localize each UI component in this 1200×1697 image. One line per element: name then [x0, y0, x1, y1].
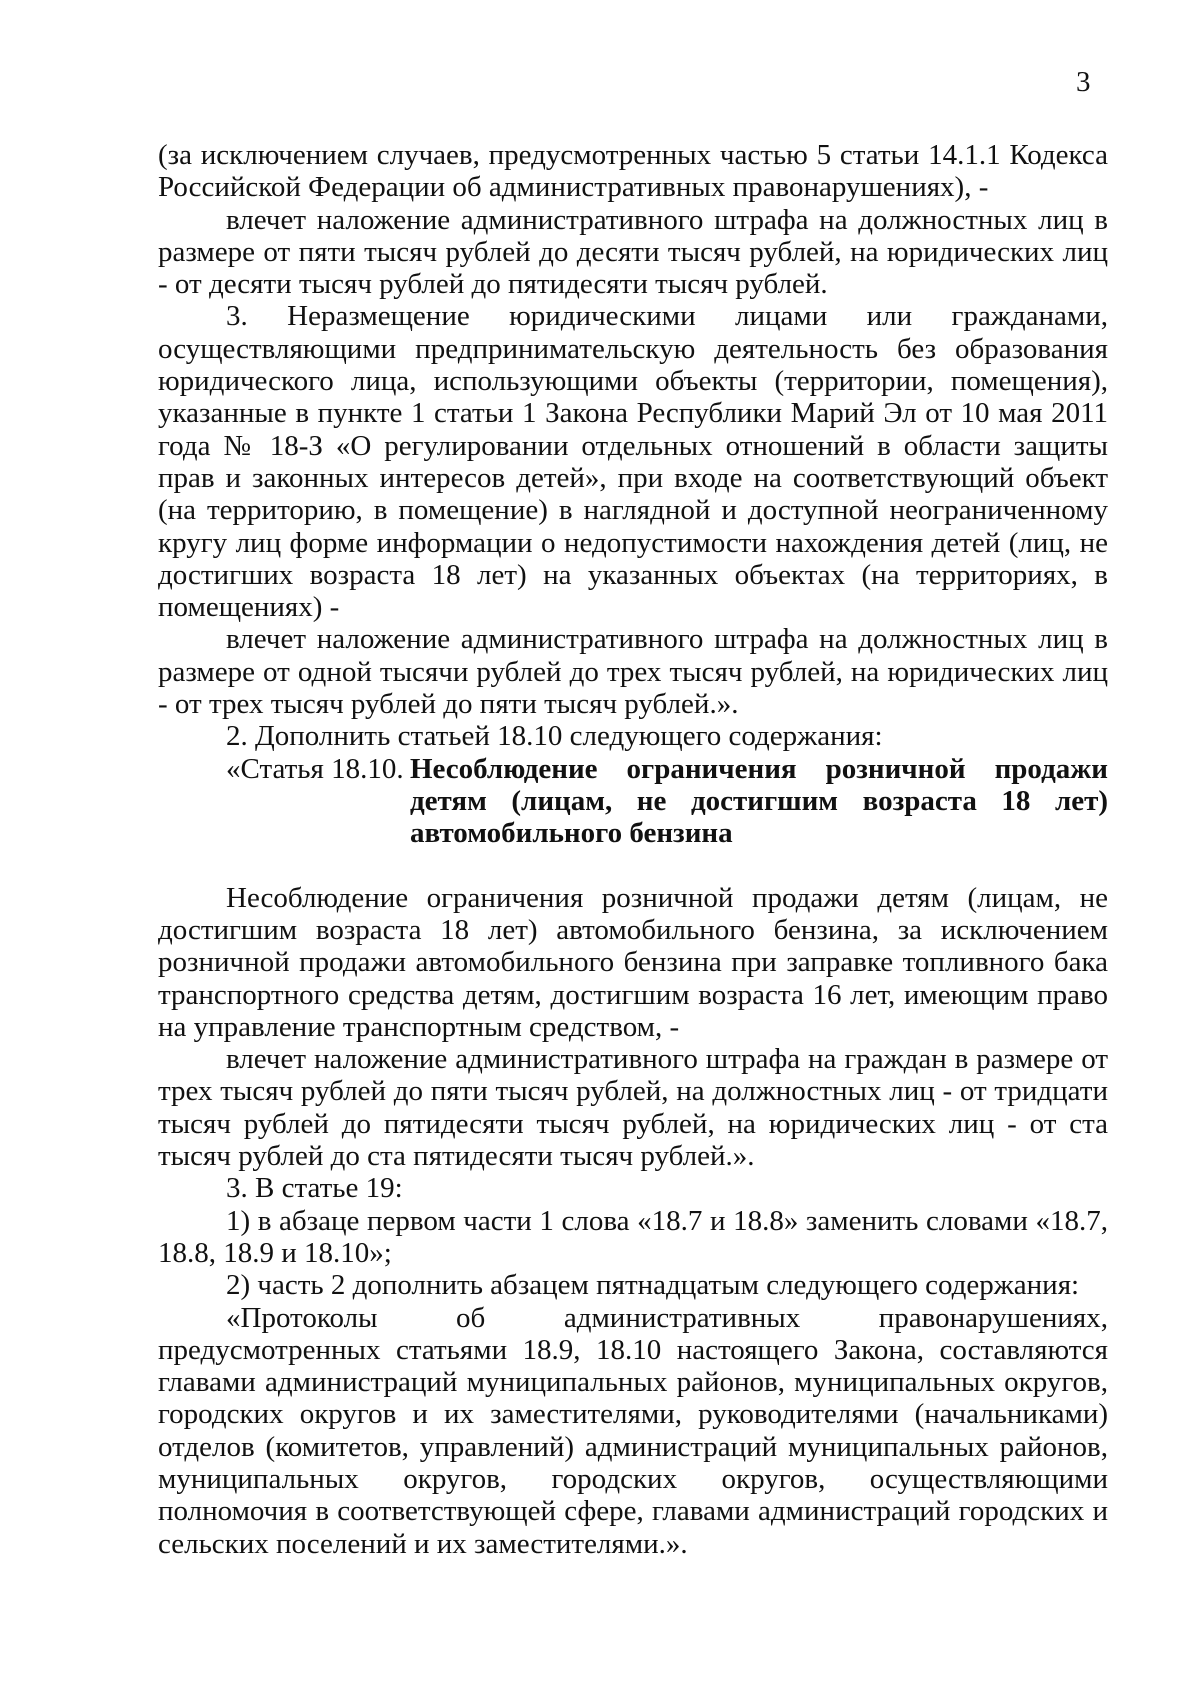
document-body: [158, 139, 1108, 1560]
article-heading: [158, 753, 1108, 850]
paragraph-subitem-1: 1) в абзаце первом части 1 слова «18.7 и 18.8» заменить словами «18.7, 18.8, 18.9 и 18.10»;: [158, 1204, 1108, 1269]
paragraph-article-disposition: Несоблюдение ограничения розничной продажи детям (лицам, не достигшим возраста 18 лет) автомобильного бензина, за исключением розничной продажи автомобильного бензина при заправке топливного бака транспортного средства детям, достигшим возраста 16 лет, имеющим право на управление транспортным средством, -: [158, 881, 1108, 1043]
paragraph-item-3-non-placement: 3. Неразмещение юридическими лицами или гражданами, осуществляющими предпринимательскую деятельность без образования юридического лица, использующими объекты (территории, помещения), указанные в пункте 1 статьи 1 Закона Республики Марий Эл от 10 мая 2011 года № 18-З «О регулировании отдельных отношений в области защиты прав и законных интересов детей», при входе на соответствующий объект (на территорию, в помещение) в наглядной и доступной неограниченному кругу лиц форме информации о недопустимости нахождения детей (лиц, не достигших возраста 18 лет) на указанных объектах (на территориях, в помещениях) -: [158, 300, 1108, 624]
paragraph-penalty-officials: влечет наложение административного штрафа на должностных лиц в размере от пяти тысяч рублей до десяти тысяч рублей, на юридических лиц - от десяти тысяч рублей до пятидесяти тысяч рублей.: [158, 203, 1108, 301]
article-heading-title: [410, 753, 1108, 850]
article-heading-title-line: детям (лицам, не достигшим возраста 18 лет): [410, 784, 1108, 817]
article-heading-prefix: «Статья 18.10.: [226, 752, 404, 785]
paragraph-article-sanction: влечет наложение административного штрафа на граждан в размере от трех тысяч рублей до пяти тысяч рублей, на должностных лиц - от тридцати тысяч рублей до пятидесяти тысяч рублей, на юридических лиц - от ста тысяч рублей до ста пятидесяти тысяч рублей.».: [158, 1043, 1108, 1173]
article-heading-title-line: Несоблюдение ограничения розничной продажи: [410, 752, 1108, 785]
page-number: 3: [1076, 66, 1091, 98]
paragraph-penalty-non-placement: влечет наложение административного штрафа на должностных лиц в размере от одной тысячи рублей до трех тысяч рублей, на юридических лиц - от трех тысяч рублей до пяти тысяч рублей.».: [158, 623, 1108, 721]
paragraph-exceptions-clause: (за исключением случаев, предусмотренных частью 5 статьи 14.1.1 Кодекса Российской Федерации об административных правонарушениях), -: [158, 139, 1108, 204]
paragraph-item-3-article-19: 3. В статье 19:: [226, 1172, 403, 1205]
article-heading-title-line: автомобильного бензина: [410, 817, 733, 850]
spacer: [158, 850, 1108, 882]
paragraph-protocols: «Протоколы об административных правонарушениях, предусмотренных статьями 18.9, 18.10 настоящего Закона, составляются главами администраций муниципальных районов, муниципальных округов, городских округов и их заместителями, руководителями (начальниками) отделов (комитетов, управлений) администраций муниципальных районов, муниципальных округов, городских округов, осуществляющими полномочия в соответствующей сфере, главами администраций городских и сельских поселений и их заместителями.».: [158, 1301, 1108, 1560]
paragraph-item-2-add-article: 2. Дополнить статьей 18.10 следующего содержания:: [226, 720, 883, 753]
paragraph-subitem-2: 2) часть 2 дополнить абзацем пятнадцатым следующего содержания:: [226, 1269, 1080, 1302]
